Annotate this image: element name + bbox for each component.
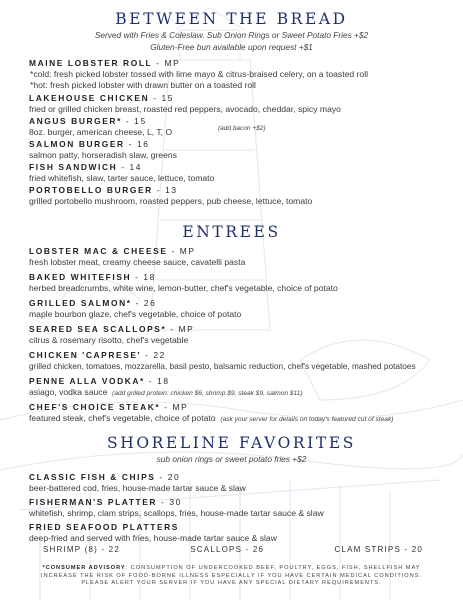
item-price: - MP [160, 402, 189, 412]
item-name: CHICKEN 'CAPRESE' [29, 350, 142, 360]
item-description: 8oz. burger, american cheese, L, T, O [29, 127, 173, 137]
item-name: FISH SANDWICH [29, 162, 118, 172]
menu-item-lakehouse-chicken [29, 93, 449, 115]
menu-item-fish-sandwich [29, 162, 449, 184]
item-price: - 18 [144, 376, 170, 386]
item-heading [29, 162, 449, 173]
item-name: MAINE LOBSTER ROLL [29, 58, 153, 68]
item-description [29, 413, 449, 426]
menu-item-fishermans-platter [29, 497, 449, 519]
item-heading [29, 522, 449, 533]
add-protein-note: (add grilled protein: chicken $6, shrimp $9, steak $9, salmon $11) [112, 390, 303, 397]
advisory-label: *CONSUMER ADVISORY [42, 565, 126, 571]
item-price: - MP [167, 246, 196, 256]
bread-subline-gluten-free: Gluten-Free bun available upon request +$1 [150, 42, 313, 52]
variant-shrimp: SHRIMP (8) - 22 [43, 545, 120, 554]
item-heading [29, 139, 449, 150]
item-description: salmon patty, horseradish slaw, greens [29, 150, 177, 160]
item-heading [29, 185, 449, 196]
item-heading [29, 324, 449, 335]
item-price: - 15 [149, 93, 175, 103]
menu-item-chicken-caprese [29, 350, 449, 372]
menu-item-baked-whitefish [29, 272, 449, 294]
item-price: - 20 [155, 472, 181, 482]
menu-item-portobello-burger [29, 185, 449, 207]
item-price: - 18 [131, 272, 156, 282]
variant-clam-strips: CLAM STRIPS - 20 [334, 545, 423, 554]
item-description: grilled portobello mushroom, roasted peppers, pub cheese, lettuce, tomato [29, 196, 313, 206]
item-heading [29, 246, 449, 257]
angus-burger-bacon-note: (add bacon +$2) [218, 125, 266, 132]
variant-scallops: SCALLOPS - 26 [190, 545, 265, 554]
item-description-text: featured steak, chef's vegetable, choice of potato [29, 413, 216, 423]
item-heading [29, 58, 449, 69]
item-description [29, 387, 449, 400]
item-price: - 22 [141, 350, 166, 360]
item-description: maple bourbon glaze, chef's vegetable, choice of potato [29, 309, 242, 319]
section-title-between-the-bread: BETWEEN THE BREAD [115, 10, 348, 28]
item-price: - 26 [131, 298, 157, 308]
item-name: SEARED SEA SCALLOPS* [29, 324, 167, 334]
item-description: beer-battered cod, fries, house-made tartar sauce & slaw [29, 483, 246, 493]
item-price: - MP [152, 58, 181, 68]
section-title-shoreline-favorites: SHORELINE FAVORITES [107, 434, 356, 452]
item-price: - 16 [124, 139, 150, 149]
item-description: fried or grilled chicken breast, roasted red peppers, avocado, cheddar, spicy mayo [29, 104, 341, 114]
item-price: - 15 [121, 116, 147, 126]
item-name: PENNE ALLA VODKA* [29, 376, 145, 386]
item-heading [29, 497, 449, 508]
item-description: fried whitefish, slaw, tarter sauce, lettuce, tomato [29, 173, 215, 183]
menu-item-fried-seafood-platters [29, 522, 449, 544]
menu-item-chefs-choice-steak [29, 402, 449, 426]
item-price: - 13 [152, 185, 178, 195]
item-heading [29, 298, 449, 309]
item-description: fresh lobster meat, creamy cheese sauce, cavatelli pasta [29, 257, 246, 267]
item-price: - 30 [157, 497, 182, 507]
item-name: SALMON BURGER [29, 139, 125, 149]
menu-item-grilled-salmon [29, 298, 449, 320]
item-description-text: asiago, vodka sauce [29, 387, 108, 397]
item-description: citrus & rosemary risotto, chef's vegetable [29, 335, 189, 345]
item-description: herbed breadcrumbs, white wine, lemon-butter, chef's vegetable, choice of potato [29, 283, 338, 293]
item-heading [29, 350, 449, 361]
item-heading [29, 272, 449, 283]
item-heading [29, 376, 449, 387]
advisory-line-1 [10, 565, 453, 573]
item-description: whitefish, shrimp, clam strips, scallops, fries, house-made tartar sauce & slaw [29, 508, 324, 518]
menu-item-maine-lobster-roll [29, 58, 449, 90]
item-name: BAKED WHITEFISH [29, 272, 132, 282]
item-price: - 14 [117, 162, 143, 172]
item-name: CLASSIC FISH & CHIPS [29, 472, 156, 482]
item-name: FISHERMAN'S PLATTER [29, 497, 158, 507]
item-name: CHEF'S CHOICE STEAK* [29, 402, 161, 412]
seafood-platter-variants [43, 545, 423, 554]
item-description: *cold: fresh picked lobster tossed with lime mayo & citrus-braised celery, on a toasted roll [30, 69, 369, 79]
advisory-text-1: : CONSUMPTION OF UNDERCOOKED BEEF, POULTRY, EGGS, FISH, SHELLFISH MAY [125, 565, 421, 571]
shoreline-subline-sides: sub onion rings or sweet potato fries +$2 [156, 454, 307, 464]
item-name: PORTOBELLO BURGER [29, 185, 153, 195]
bread-subline-sides: Served with Fries & Coleslaw. Sub Onion Rings or Sweet Potato Fries +$2 [94, 30, 369, 40]
item-name: LOBSTER MAC & CHEESE [29, 246, 168, 256]
menu-item-seared-sea-scallops [29, 324, 449, 346]
menu-item-classic-fish-chips [29, 472, 449, 494]
item-name: GRILLED SALMON* [29, 298, 132, 308]
item-heading [29, 402, 449, 413]
advisory-line-3: PLEASE ALERT YOUR SERVER IF YOU HAVE ANY SPECIAL DIETARY REQUIREMENTS. [81, 580, 382, 587]
menu-item-lobster-mac-cheese [29, 246, 449, 268]
menu-item-penne-alla-vodka [29, 376, 449, 400]
menu-item-salmon-burger [29, 139, 449, 161]
item-description: deep-fried and served with fries, house-made tartar sauce & slaw [29, 533, 277, 543]
section-title-entrees: ENTREES [182, 223, 281, 241]
item-name: ANGUS BURGER* [29, 116, 122, 126]
item-heading [29, 472, 449, 483]
advisory-line-2: INCREASE THE RISK OF FOOD-BORNE ILLNESS ESPECIALLY IF YOU HAVE CERTAIN MEDICAL CONDITIONS. [41, 572, 422, 579]
item-name: FRIED SEAFOOD PLATTERS [29, 522, 179, 532]
item-description-hot: *hot: fresh picked lobster with drawn butter on a toasted roll [30, 79, 256, 90]
steak-cut-note: (ask your server for details on today's featured cut of steak) [220, 416, 394, 423]
item-heading [29, 93, 449, 104]
item-description: grilled chicken, tomatoes, mozzarella, basil pesto, balsamic reduction, chef's vegetable, mashed potatoes [29, 361, 416, 371]
consumer-advisory [10, 565, 453, 588]
item-name: LAKEHOUSE CHICKEN [29, 93, 150, 103]
item-price: - MP [166, 324, 195, 334]
